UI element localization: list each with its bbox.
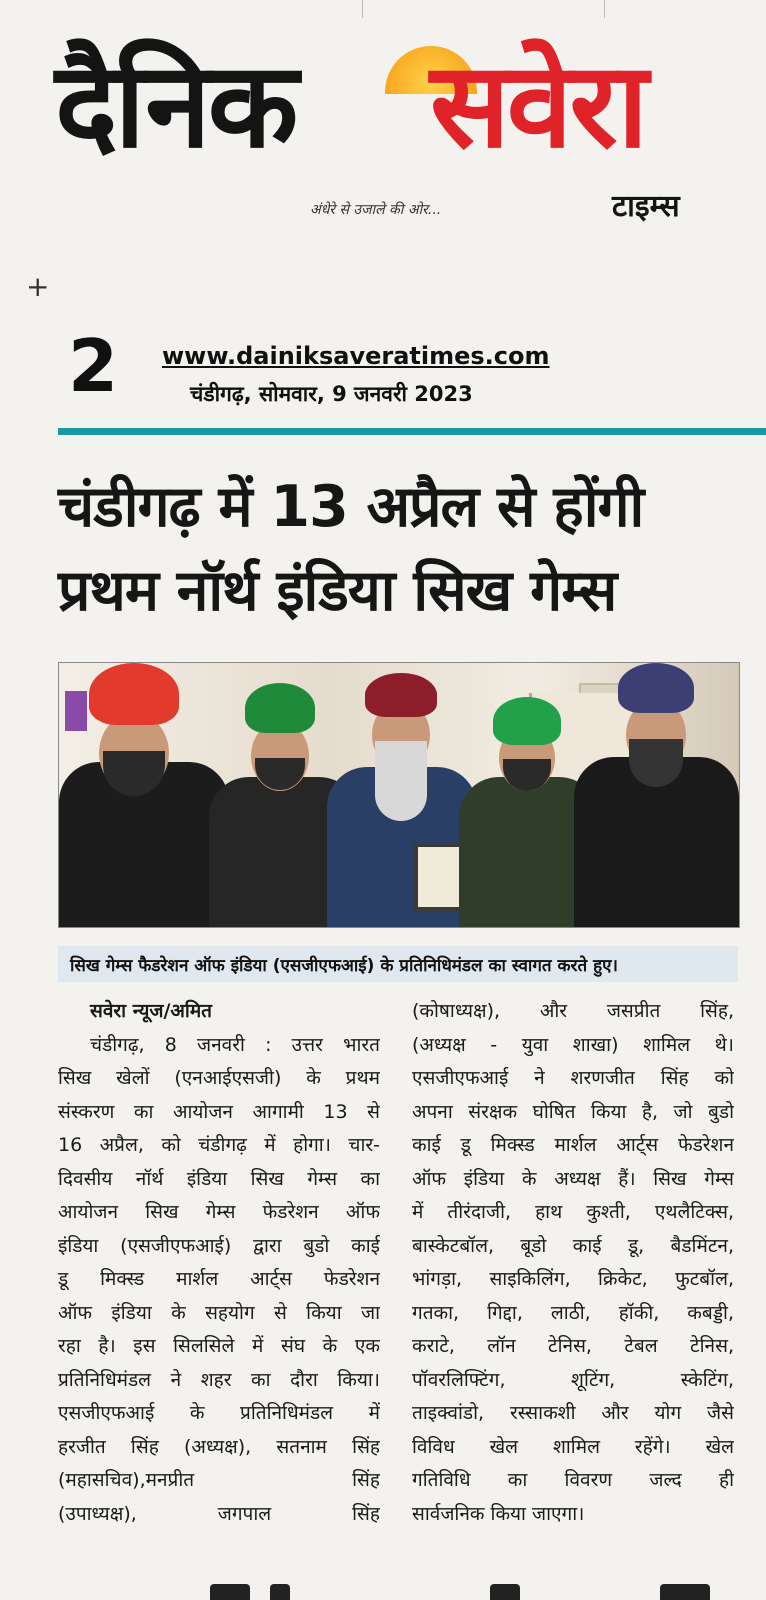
body-line: दिवसीय नॉर्थ इंडिया सिख गेम्स का [58,1167,380,1190]
article-column-left [58,995,380,1531]
body-line: 16 अप्रैल, को चंडीगढ़ में होगा। चार- [58,1134,380,1156]
body-line: (अध्यक्ष - युवा शाखा) शामिल थे। [412,1033,734,1056]
body-line: एसजीएफआई ने शरणजीत सिंह को [412,1067,734,1089]
body-line: आयोजन सिख गेम्स फेडरेशन ऑफ [58,1201,380,1223]
body-line: गतिविधि का विवरण जल्द ही [412,1469,734,1491]
body-line: भांगड़ा, साइकिलिंग, क्रिकेट, फुटबॉल, [412,1268,734,1290]
photo-caption: सिख गेम्स फैडरेशन ऑफ इंडिया (एसजीएफआई) के प्रतिनिधिमंडल का स्वागत करते हुए। [70,956,618,976]
plus-icon: + [26,270,50,303]
person-1 [59,663,229,927]
body-line: डू मिक्स्ड मार्शल आर्ट्स फेडरेशन [58,1268,380,1290]
body-line: (महासचिव),मनप्रीत सिंह [58,1469,380,1491]
person-5 [574,663,739,927]
next-headline-cropped [100,1578,740,1600]
body-line: कराटे, लॉन टेनिस, टेबल टेनिस, [412,1335,734,1357]
body-line: बास्केटबॉल, बूडो काई डू, बैडमिंटन, [412,1234,734,1257]
newspaper-logo [55,36,646,174]
body-line: ऑफ इंडिया के अध्यक्ष हैं। सिख गेम्स [412,1167,734,1190]
logo-word-savera: सवेरा [430,36,646,174]
top-edge-marks [0,0,766,20]
body-line: हरजीत सिंह (अध्यक्ष), सतनाम सिंह [58,1435,380,1458]
body-line: इंडिया (एसजीएफआई) द्वारा बुडो काई [58,1234,380,1257]
body-line: ऑफ इंडिया के सहयोग से किया जा [58,1301,380,1324]
byline: सवेरा न्यूज/अमित [90,1000,213,1022]
headline [58,465,758,633]
body-line: विविध खेल शामिल रहेंगे। खेल [412,1435,734,1458]
body-line: पॉवरलिफ्टिंग, शूटिंग, स्केटिंग, [412,1368,734,1391]
website-link[interactable]: www.dainiksaveratimes.com [162,342,550,370]
article-photo [58,662,740,928]
tagline: अंधेरे से उजाले की ओर... [310,202,442,218]
body-line: (कोषाध्यक्ष), और जसप्रीत सिंह, [412,1000,734,1022]
headline-line-2: प्रथम नॉर्थ इंडिया सिख गेम्स [58,558,617,624]
body-line: एसजीएफआई के प्रतिनिधिमंडल में [58,1402,380,1424]
body-line: सार्वजनिक किया जाएगा। [412,1502,585,1525]
article-column-right [412,995,734,1531]
body-line: काई डू मिक्स्ड मार्शल आर्ट्स फेडरेशन [412,1134,734,1156]
body-line: (उपाध्यक्ष), जगपाल सिंह [58,1502,380,1525]
dateline: चंडीगढ़, सोमवार, 9 जनवरी 2023 [190,382,473,406]
page-number: 2 [68,324,119,408]
section-divider [58,428,766,435]
logo-word-dainik: दैनिक [55,36,296,174]
body-line: सिख खेलों (एनआईएसजी) के प्रथम [58,1067,380,1089]
masthead [0,0,766,240]
body-line: चंडीगढ़, 8 जनवरी : उत्तर भारत [90,1033,380,1056]
body-line: में तीरंदाजी, हाथ कुश्ती, एथलैटिक्स, [412,1201,734,1223]
body-line: संस्करण का आयोजन आगामी 13 से [58,1100,380,1123]
body-line: अपना संरक्षक घोषित किया है, जो बुडो [412,1100,734,1123]
logo-word-times: टाइम्स [612,189,680,224]
body-line: रहा है। इस सिलसिले में संघ के एक [58,1335,380,1357]
headline-line-1: चंडीगढ़ में 13 अप्रैल से होंगी [58,474,644,540]
body-line: गतका, गिद्दा, लाठी, हॉकी, कबड्डी, [412,1301,734,1324]
body-line: ताइक्वांडो, रस्साकशी और योग जैसे [412,1402,734,1424]
body-line: प्रतिनिधिमंडल ने शहर का दौरा किया। [58,1368,380,1391]
